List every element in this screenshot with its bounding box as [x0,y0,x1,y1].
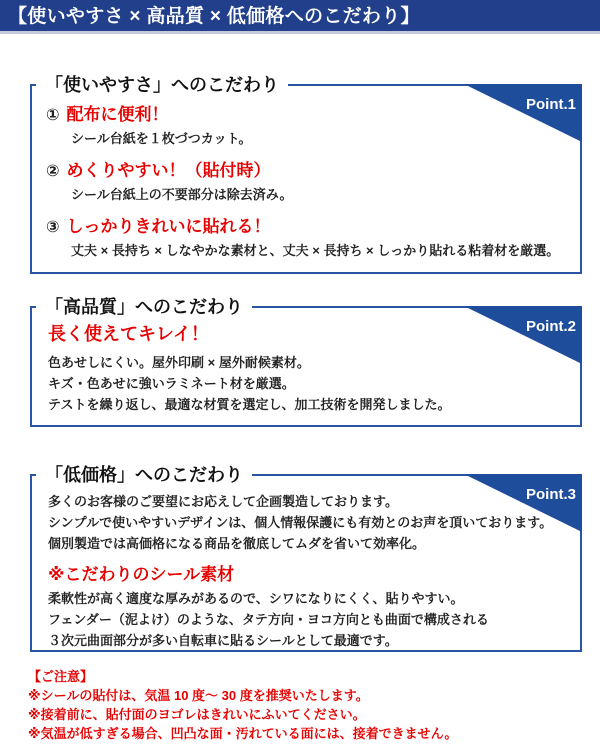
highlight-heading: 長く使えてキレイ！ [48,324,209,344]
section-title: 「低価格」へのこだわり [36,462,252,488]
content-area [0,75,600,743]
banner-title: 【使いやすさ × 高品質 × 低価格へのこだわり】 [8,6,420,27]
circled-number: ② [46,163,60,180]
point-ribbon [464,306,582,364]
notice-line: ※シールの貼付は、気温 10 度～ 30 度を推奨いたします。 [28,688,369,703]
point-label: Point.1 [525,96,576,113]
circled-number: ③ [46,219,60,236]
point-ribbon [464,474,582,532]
body-line: 色あせしにくい。屋外印刷 × 屋外耐候素材。 [48,355,310,370]
feature-heading [46,160,566,183]
point-section-usability [30,75,582,274]
feature-item [46,216,566,259]
feature-heading [46,216,566,239]
point-label: Point.2 [525,318,576,335]
notice-title: 【ご注意】 [28,669,94,684]
notice-line: ※接着前に、貼付面のヨゴレはきれいにふいてください。 [28,707,366,722]
body-line: フェンダー（泥よけ）のような、タテ方向・ヨコ方向とも曲面で構成される [48,612,489,627]
body-line: キズ・色あせに強いラミネート材を厳選。 [48,376,295,391]
notice-section [28,667,600,743]
body-line: 柔軟性が高く適度な厚みがあるので、シワになりにくく、貼りやすい。 [48,591,464,606]
circled-number: ① [46,107,60,124]
section-title: 「高品質」へのこだわり [36,294,252,320]
section-title: 「使いやすさ」へのこだわり [36,72,288,98]
highlight-heading: ※こだわりのシール素材 [48,565,235,584]
feature-item [46,160,566,203]
point-ribbon [464,84,582,142]
feature-heading-text: めくりやすい！（貼付時） [66,161,271,180]
body-line: ３次元曲面部分が多い自転車に貼るシールとして最適です。 [48,633,398,648]
feature-description: シール台紙を１枚づつカット。 [71,131,252,146]
body-line: テストを繰り返し、最適な材質を選定し、加工技術を開発しました。 [48,397,451,412]
feature-description: 丈夫 × 長持ち × しなやかな素材と、丈夫 × 長持ち × しっかり貼れる粘着材を厳選。 [71,243,560,258]
feature-description: シール台紙上の不要部分は除去済み。 [71,187,293,202]
body-line: 個別製造では高価格になる商品を徹底してムダを省いて効率化。 [48,536,426,551]
feature-heading-text: しっかりきれいに貼れる！ [66,217,271,236]
body-line: 多くのお客様のご要望にお応えして企画製造しております。 [48,494,398,509]
notice-line: ※気温が低すぎる場合、凹凸な面・汚れている面には、接着できません。 [28,726,458,741]
point-section-quality [30,297,582,427]
feature-heading-text: 配布に便利！ [66,105,169,124]
point-section-price [30,465,582,652]
body-line: シンプルで使いやすいデザインは、個人情報保護にも有効とのお声を頂いております。 [48,515,553,530]
header-banner [0,0,600,34]
point-label: Point.3 [525,486,576,503]
